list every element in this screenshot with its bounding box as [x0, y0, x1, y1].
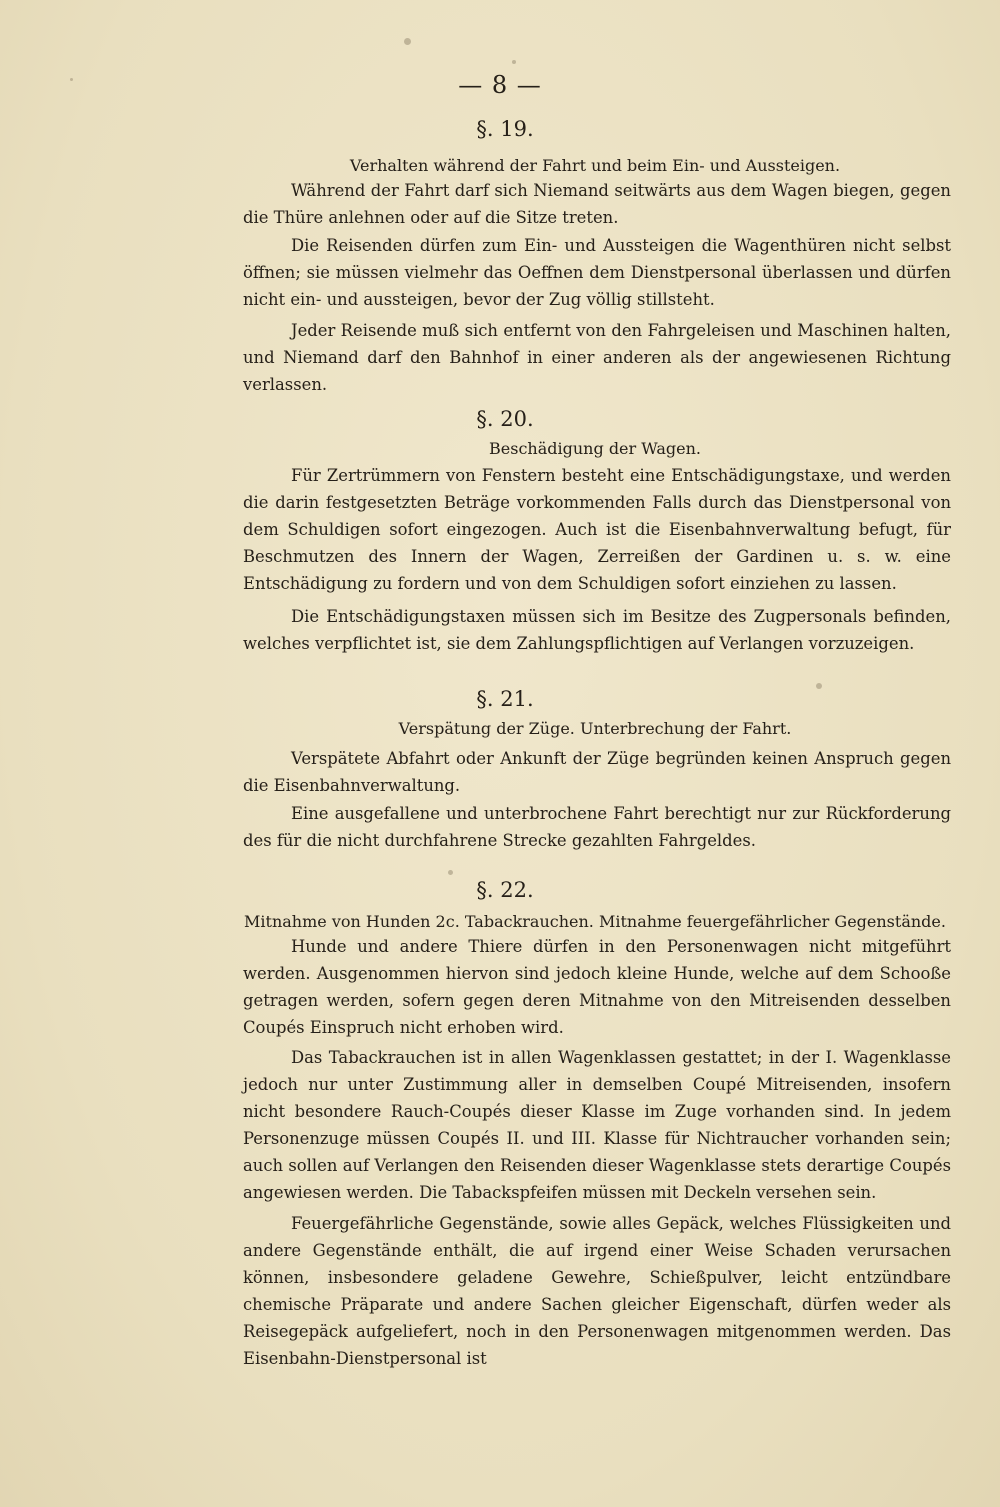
paragraph: Hunde und andere Thiere dürfen in den Personenwagen nicht mitgeführt werden. Ausgenommen hiervon sind jedoch kleine Hunde, welche auf dem Schooße getragen werden, sofern gegen deren Mitnahme von den Mitreisenden desselben Coupés Einspruch nicht erhoben wird. — [243, 937, 951, 1037]
paragraph: Eine ausgefallene und unterbrochene Fahrt berechtigt nur zur Rückforderung des für die nicht durchfahrene Strecke gezahlten Fahrgeldes. — [243, 804, 951, 850]
section-heading: Mitnahme von Hunden 2c. Tabackrauchen. Mitnahme feuergefährlicher Gegenstände. — [244, 912, 946, 931]
paragraph: Jeder Reisende muß sich entfernt von den Fahrgeleisen und Maschinen halten, und Niemand darf den Bahnhof in einer anderen als der angewiesenen Richtung verlassen. — [243, 321, 951, 394]
paragraph: Während der Fahrt darf sich Niemand seitwärts aus dem Wagen biegen, gegen die Thüre anlehnen oder auf die Sitze treten. — [243, 181, 951, 227]
paragraph: Die Entschädigungstaxen müssen sich im Besitze des Zugpersonals befinden, welches verpflichtet ist, sie dem Zahlungspflichtigen auf Verlangen vorzuzeigen. — [243, 607, 951, 653]
section-heading: Verhalten während der Fahrt und beim Ein- und Aussteigen. — [349, 156, 841, 175]
page-number: — 8 — — [458, 71, 542, 99]
paragraph: Verspätete Abfahrt oder Ankunft der Züge begründen keinen Anspruch gegen die Eisenbahnverwaltung. — [243, 749, 951, 795]
section-number: §. 20. — [476, 407, 534, 431]
section-number: §. 22. — [476, 878, 534, 902]
paragraph: Für Zertrümmern von Fenstern besteht eine Entschädigungstaxe, und werden die darin festgesetzten Beträge vorkommenden Falls durch das Dienstpersonal von dem Schuldigen sofort eingezogen. Auch ist die Eisenbahnverwaltung befugt, für Beschmutzen des Innern der Wagen, Zerreißen der Gardinen u. s. w. eine Entschädigung zu fordern und von dem Schuldigen sofort einziehen zu lassen. — [243, 466, 951, 593]
paper-speck — [512, 60, 516, 64]
section-number: §. 21. — [476, 687, 534, 711]
paper-speck — [70, 78, 73, 81]
paragraph: Die Reisenden dürfen zum Ein- und Aussteigen die Wagenthüren nicht selbst öffnen; sie müssen vielmehr das Oeffnen dem Dienstpersonal überlassen und dürfen nicht ein- und aussteigen, bevor der Zug völlig stillsteht. — [243, 236, 951, 309]
paragraph: Das Tabackrauchen ist in allen Wagenklassen gestattet; in der I. Wagenklasse jedoch nur unter Zustimmung aller in demselben Coupé Mitreisenden, insofern nicht besondere Rauch-Coupés dieser Klasse im Zuge vorhanden sind. In jedem Personenzuge müssen Coupés II. und III. Klasse für Nichtraucher vorhanden sein; auch sollen auf Verlangen den Reisenden dieser Wagenklasse stets derartige Coupés angewiesen werden. Die Tabackspfeifen müssen mit Deckeln versehen sein. — [243, 1048, 951, 1202]
paper-speck — [816, 683, 822, 689]
section-number: §. 19. — [476, 117, 534, 141]
paper-speck — [404, 38, 411, 45]
paper-speck — [448, 870, 453, 875]
paragraph: Feuergefährliche Gegenstände, sowie alles Gepäck, welches Flüssigkeiten und andere Gegenstände enthält, die auf irgend einer Weise Schaden verursachen können, insbesondere geladene Gewehre, Schießpulver, leicht entzündbare chemische Präparate und andere Sachen gleicher Eigenschaft, dürfen weder als Reisegepäck aufgeliefert, noch in den Personenwagen mitgenommen werden. Das Eisenbahn-Dienstpersonal ist — [243, 1214, 951, 1368]
section-heading: Beschädigung der Wagen. — [489, 439, 701, 458]
section-heading: Verspätung der Züge. Unterbrechung der Fahrt. — [398, 719, 792, 738]
